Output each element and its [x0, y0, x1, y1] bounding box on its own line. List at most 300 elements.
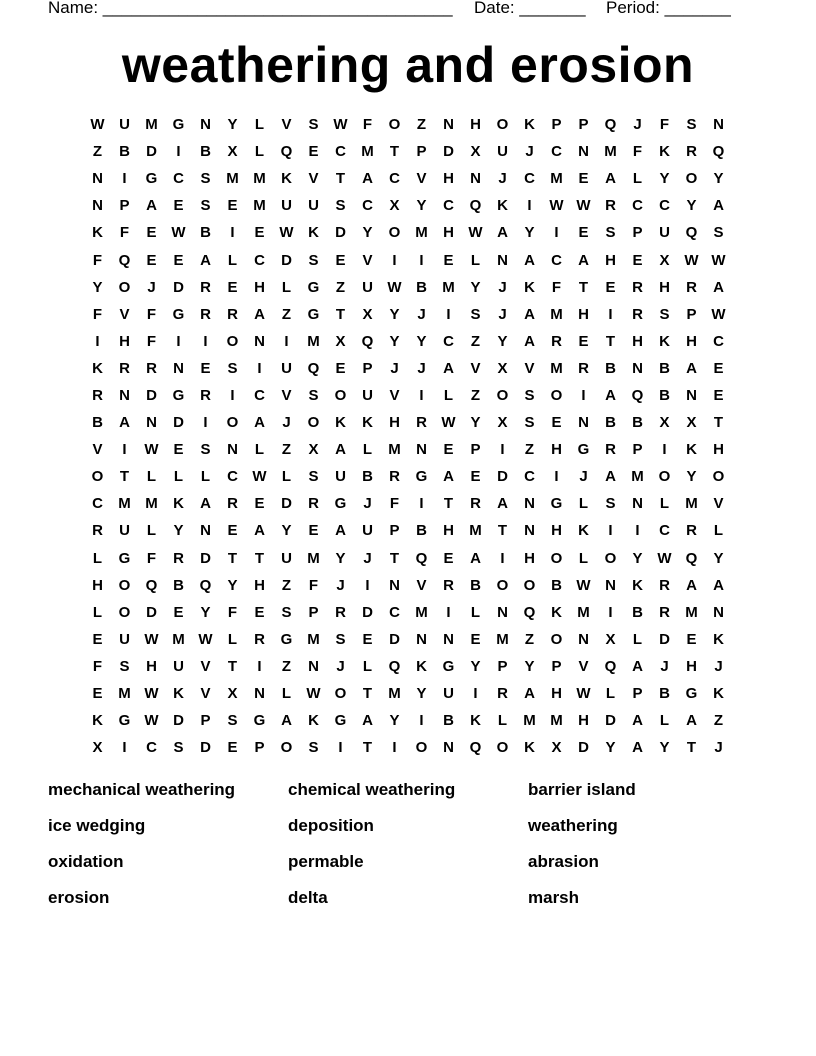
grid-letter[interactable]: M — [253, 197, 266, 215]
grid-letter[interactable]: A — [362, 170, 373, 188]
grid-letter[interactable]: L — [254, 441, 265, 459]
grid-letter[interactable]: Y — [281, 522, 292, 540]
grid-letter[interactable]: A — [281, 712, 292, 730]
grid-letter[interactable]: N — [443, 739, 454, 757]
grid-letter[interactable]: Y — [416, 685, 427, 703]
grid-letter[interactable]: A — [524, 251, 535, 269]
grid-letter[interactable]: V — [389, 386, 400, 404]
grid-letter[interactable]: K — [659, 332, 670, 350]
grid-letter[interactable]: E — [227, 522, 238, 540]
grid-letter[interactable]: Z — [281, 576, 292, 594]
grid-letter[interactable]: G — [172, 386, 185, 404]
grid-letter[interactable]: N — [632, 495, 643, 513]
grid-letter[interactable]: E — [362, 630, 373, 648]
grid-letter[interactable]: N — [173, 359, 184, 377]
grid-letter[interactable]: R — [686, 278, 697, 296]
grid-letter[interactable]: L — [227, 251, 238, 269]
grid-letter[interactable]: P — [632, 685, 643, 703]
grid-letter[interactable]: Y — [389, 305, 400, 323]
grid-letter[interactable]: G — [577, 441, 590, 459]
grid-letter[interactable]: Y — [659, 739, 670, 757]
grid-letter[interactable]: I — [419, 712, 424, 730]
grid-letter[interactable]: I — [608, 305, 613, 323]
grid-letter[interactable]: T — [389, 143, 400, 161]
grid-letter[interactable]: Z — [524, 630, 535, 648]
grid-letter[interactable]: H — [146, 657, 157, 675]
grid-letter[interactable]: A — [605, 468, 616, 486]
grid-letter[interactable]: T — [335, 305, 346, 323]
grid-letter[interactable]: S — [659, 305, 670, 323]
grid-letter[interactable]: W — [711, 305, 726, 323]
grid-letter[interactable]: B — [632, 603, 643, 621]
grid-letter[interactable]: S — [524, 414, 535, 432]
grid-letter[interactable]: I — [581, 386, 586, 404]
grid-letter[interactable]: R — [200, 278, 211, 296]
grid-letter[interactable]: J — [390, 359, 399, 377]
grid-letter[interactable]: H — [443, 224, 454, 242]
grid-letter[interactable]: I — [635, 522, 640, 540]
grid-letter[interactable]: P — [200, 712, 211, 730]
grid-letter[interactable]: I — [365, 576, 370, 594]
grid-letter[interactable]: Y — [227, 116, 238, 134]
grid-letter[interactable]: A — [686, 359, 697, 377]
grid-letter[interactable]: C — [443, 197, 454, 215]
grid-letter[interactable]: W — [252, 468, 267, 486]
grid-letter[interactable]: U — [362, 278, 373, 296]
grid-letter[interactable]: A — [578, 251, 589, 269]
grid-letter[interactable]: P — [254, 739, 265, 757]
grid-letter[interactable]: Z — [92, 143, 103, 161]
grid-letter[interactable]: V — [200, 685, 211, 703]
name-field[interactable]: Name: _____________________________________ — [48, 0, 453, 17]
grid-letter[interactable]: C — [659, 522, 670, 540]
grid-letter[interactable]: M — [631, 468, 644, 486]
grid-letter[interactable]: T — [227, 549, 238, 567]
grid-letter[interactable]: V — [281, 116, 292, 134]
grid-letter[interactable]: A — [497, 495, 508, 513]
grid-letter[interactable]: E — [173, 441, 184, 459]
grid-letter[interactable]: U — [281, 197, 292, 215]
grid-letter[interactable]: K — [497, 197, 508, 215]
grid-letter[interactable]: R — [632, 305, 643, 323]
grid-letter[interactable]: I — [608, 522, 613, 540]
grid-letter[interactable]: A — [470, 549, 481, 567]
grid-letter[interactable]: T — [362, 739, 373, 757]
grid-letter[interactable]: Y — [470, 278, 481, 296]
grid-letter[interactable]: A — [524, 332, 535, 350]
grid-letter[interactable]: W — [549, 197, 564, 215]
grid-letter[interactable]: F — [146, 332, 157, 350]
grid-letter[interactable]: S — [335, 630, 346, 648]
grid-letter[interactable]: Y — [686, 197, 697, 215]
grid-letter[interactable]: O — [226, 332, 239, 350]
grid-letter[interactable]: G — [118, 549, 131, 567]
grid-letter[interactable]: C — [227, 468, 238, 486]
grid-letter[interactable]: I — [338, 739, 343, 757]
grid-letter[interactable]: Q — [631, 386, 644, 404]
grid-letter[interactable]: V — [362, 251, 373, 269]
grid-letter[interactable]: N — [416, 441, 427, 459]
date-field[interactable]: Date: _______ — [474, 0, 586, 17]
grid-letter[interactable]: V — [416, 576, 427, 594]
grid-letter[interactable]: P — [416, 143, 427, 161]
grid-letter[interactable]: L — [92, 603, 103, 621]
grid-letter[interactable]: S — [200, 197, 211, 215]
grid-letter[interactable]: K — [524, 739, 535, 757]
grid-letter[interactable]: Z — [470, 332, 481, 350]
grid-letter[interactable]: H — [605, 251, 616, 269]
grid-letter[interactable]: J — [525, 143, 534, 161]
grid-letter[interactable]: C — [254, 386, 265, 404]
grid-letter[interactable]: B — [605, 359, 616, 377]
grid-letter[interactable]: Y — [605, 739, 616, 757]
grid-letter[interactable]: J — [498, 170, 507, 188]
grid-letter[interactable]: J — [579, 468, 588, 486]
grid-letter[interactable]: C — [524, 468, 535, 486]
grid-letter[interactable]: E — [146, 224, 157, 242]
grid-letter[interactable]: N — [443, 116, 454, 134]
grid-letter[interactable]: X — [335, 332, 346, 350]
grid-letter[interactable]: J — [147, 278, 156, 296]
grid-letter[interactable]: I — [257, 657, 262, 675]
grid-letter[interactable]: O — [334, 685, 347, 703]
grid-letter[interactable]: O — [496, 739, 509, 757]
grid-letter[interactable]: T — [119, 468, 130, 486]
grid-letter[interactable]: N — [524, 495, 535, 513]
grid-letter[interactable]: J — [363, 549, 372, 567]
grid-letter[interactable]: O — [118, 603, 131, 621]
grid-letter[interactable]: Y — [524, 657, 535, 675]
grid-letter[interactable]: L — [632, 170, 643, 188]
grid-letter[interactable]: F — [92, 657, 103, 675]
grid-letter[interactable]: Y — [335, 549, 346, 567]
grid-letter[interactable]: L — [281, 468, 292, 486]
grid-letter[interactable]: A — [254, 522, 265, 540]
grid-letter[interactable]: J — [714, 657, 723, 675]
grid-letter[interactable]: L — [146, 468, 157, 486]
grid-letter[interactable]: G — [172, 305, 185, 323]
grid-letter[interactable]: G — [415, 468, 428, 486]
grid-letter[interactable]: R — [227, 495, 238, 513]
grid-letter[interactable]: A — [713, 576, 724, 594]
grid-letter[interactable]: Z — [281, 305, 292, 323]
grid-letter[interactable]: E — [632, 251, 643, 269]
grid-letter[interactable]: K — [551, 603, 562, 621]
grid-letter[interactable]: B — [551, 576, 562, 594]
grid-letter[interactable]: M — [442, 278, 455, 296]
grid-letter[interactable]: J — [660, 657, 669, 675]
grid-letter[interactable]: A — [632, 657, 643, 675]
grid-letter[interactable]: T — [362, 685, 373, 703]
grid-letter[interactable]: U — [497, 143, 508, 161]
grid-letter[interactable]: N — [578, 414, 589, 432]
grid-letter[interactable]: W — [468, 224, 483, 242]
grid-letter[interactable]: D — [335, 224, 346, 242]
grid-letter[interactable]: I — [500, 441, 505, 459]
grid-letter[interactable]: L — [605, 685, 616, 703]
grid-letter[interactable]: A — [632, 712, 643, 730]
grid-letter[interactable]: K — [470, 712, 481, 730]
grid-letter[interactable]: S — [227, 712, 238, 730]
grid-letter[interactable]: N — [632, 359, 643, 377]
grid-letter[interactable]: C — [173, 170, 184, 188]
grid-letter[interactable]: R — [497, 685, 508, 703]
grid-letter[interactable]: C — [443, 332, 454, 350]
grid-letter[interactable]: M — [415, 603, 428, 621]
grid-letter[interactable]: L — [578, 549, 589, 567]
grid-letter[interactable]: E — [335, 251, 346, 269]
grid-letter[interactable]: Z — [281, 657, 292, 675]
grid-letter[interactable]: O — [388, 224, 401, 242]
grid-letter[interactable]: W — [279, 224, 294, 242]
grid-letter[interactable]: G — [334, 712, 347, 730]
grid-letter[interactable]: W — [306, 685, 321, 703]
grid-letter[interactable]: H — [443, 170, 454, 188]
grid-letter[interactable]: H — [524, 549, 535, 567]
grid-letter[interactable]: P — [389, 522, 400, 540]
grid-letter[interactable]: M — [496, 630, 509, 648]
grid-letter[interactable]: K — [524, 116, 535, 134]
grid-letter[interactable]: O — [712, 468, 725, 486]
grid-letter[interactable]: O — [550, 386, 563, 404]
grid-letter[interactable]: F — [389, 495, 400, 513]
grid-letter[interactable]: N — [713, 603, 724, 621]
grid-letter[interactable]: D — [281, 251, 292, 269]
grid-letter[interactable]: G — [307, 278, 320, 296]
grid-letter[interactable]: B — [173, 576, 184, 594]
grid-letter[interactable]: P — [632, 224, 643, 242]
grid-letter[interactable]: E — [605, 278, 616, 296]
grid-letter[interactable]: K — [416, 657, 427, 675]
grid-letter[interactable]: R — [173, 549, 184, 567]
grid-letter[interactable]: J — [363, 495, 372, 513]
grid-letter[interactable]: Y — [362, 224, 373, 242]
grid-letter[interactable]: R — [686, 143, 697, 161]
grid-letter[interactable]: H — [713, 441, 724, 459]
grid-letter[interactable]: Q — [118, 251, 131, 269]
grid-letter[interactable]: G — [253, 712, 266, 730]
grid-letter[interactable]: O — [496, 576, 509, 594]
grid-letter[interactable]: H — [578, 712, 589, 730]
grid-letter[interactable]: S — [308, 468, 319, 486]
grid-letter[interactable]: S — [308, 739, 319, 757]
grid-letter[interactable]: H — [254, 576, 265, 594]
grid-letter[interactable]: R — [443, 576, 454, 594]
grid-letter[interactable]: B — [92, 414, 103, 432]
grid-letter[interactable]: R — [470, 495, 481, 513]
grid-letter[interactable]: D — [146, 143, 157, 161]
grid-letter[interactable]: Q — [604, 657, 617, 675]
grid-letter[interactable]: D — [389, 630, 400, 648]
grid-letter[interactable]: L — [92, 549, 103, 567]
grid-letter[interactable]: T — [605, 332, 616, 350]
grid-letter[interactable]: Q — [604, 116, 617, 134]
grid-letter[interactable]: R — [227, 305, 238, 323]
grid-letter[interactable]: P — [308, 603, 319, 621]
grid-letter[interactable]: V — [308, 170, 319, 188]
grid-letter[interactable]: Z — [335, 278, 346, 296]
grid-letter[interactable]: N — [389, 576, 400, 594]
grid-letter[interactable]: L — [362, 441, 373, 459]
grid-letter[interactable]: X — [227, 143, 238, 161]
grid-letter[interactable]: D — [659, 630, 670, 648]
grid-letter[interactable]: W — [441, 414, 456, 432]
grid-letter[interactable]: L — [713, 522, 724, 540]
grid-letter[interactable]: R — [335, 603, 346, 621]
grid-letter[interactable]: D — [146, 386, 157, 404]
grid-letter[interactable]: R — [389, 468, 400, 486]
grid-letter[interactable]: B — [416, 278, 427, 296]
grid-letter[interactable]: I — [95, 332, 100, 350]
grid-letter[interactable]: M — [550, 305, 563, 323]
grid-letter[interactable]: H — [551, 441, 562, 459]
grid-letter[interactable]: F — [92, 305, 103, 323]
grid-letter[interactable]: D — [200, 549, 211, 567]
grid-letter[interactable]: N — [605, 576, 616, 594]
grid-letter[interactable]: I — [176, 143, 181, 161]
grid-letter[interactable]: L — [173, 468, 184, 486]
grid-letter[interactable]: Y — [416, 332, 427, 350]
grid-letter[interactable]: I — [500, 549, 505, 567]
grid-letter[interactable]: R — [578, 359, 589, 377]
grid-letter[interactable]: F — [632, 143, 643, 161]
grid-letter[interactable]: A — [713, 197, 724, 215]
grid-letter[interactable]: P — [632, 441, 643, 459]
grid-letter[interactable]: Q — [145, 576, 158, 594]
grid-letter[interactable]: U — [362, 522, 373, 540]
grid-letter[interactable]: I — [662, 441, 667, 459]
grid-letter[interactable]: Q — [523, 603, 536, 621]
grid-letter[interactable]: U — [335, 468, 346, 486]
grid-letter[interactable]: S — [200, 441, 211, 459]
grid-letter[interactable]: R — [254, 630, 265, 648]
grid-letter[interactable]: I — [419, 495, 424, 513]
grid-letter[interactable]: L — [200, 468, 211, 486]
grid-letter[interactable]: P — [362, 359, 373, 377]
grid-letter[interactable]: M — [307, 549, 320, 567]
grid-letter[interactable]: E — [227, 197, 238, 215]
grid-letter[interactable]: F — [92, 251, 103, 269]
grid-letter[interactable]: Y — [227, 576, 238, 594]
grid-letter[interactable]: I — [203, 332, 208, 350]
grid-letter[interactable]: S — [308, 116, 319, 134]
grid-letter[interactable]: O — [685, 170, 698, 188]
grid-letter[interactable]: G — [334, 495, 347, 513]
grid-letter[interactable]: I — [608, 603, 613, 621]
grid-letter[interactable]: E — [551, 414, 562, 432]
grid-letter[interactable]: Y — [173, 522, 184, 540]
grid-letter[interactable]: D — [173, 414, 184, 432]
grid-letter[interactable]: S — [200, 170, 211, 188]
grid-letter[interactable]: P — [551, 116, 562, 134]
grid-letter[interactable]: X — [686, 414, 697, 432]
grid-letter[interactable]: O — [388, 116, 401, 134]
grid-letter[interactable]: C — [713, 332, 724, 350]
grid-letter[interactable]: W — [90, 116, 105, 134]
grid-letter[interactable]: H — [470, 116, 481, 134]
grid-letter[interactable]: I — [473, 685, 478, 703]
grid-letter[interactable]: L — [254, 116, 265, 134]
grid-letter[interactable]: L — [659, 712, 670, 730]
grid-letter[interactable]: I — [176, 332, 181, 350]
grid-letter[interactable]: E — [227, 278, 238, 296]
grid-letter[interactable]: K — [173, 495, 184, 513]
grid-letter[interactable]: Q — [307, 359, 320, 377]
grid-letter[interactable]: M — [388, 441, 401, 459]
grid-letter[interactable]: D — [578, 739, 589, 757]
grid-letter[interactable]: J — [417, 305, 426, 323]
grid-letter[interactable]: U — [362, 386, 373, 404]
grid-letter[interactable]: M — [388, 685, 401, 703]
grid-letter[interactable]: M — [469, 522, 482, 540]
grid-letter[interactable]: S — [686, 116, 697, 134]
grid-letter[interactable]: N — [200, 522, 211, 540]
grid-letter[interactable]: A — [335, 441, 346, 459]
grid-letter[interactable]: N — [713, 116, 724, 134]
grid-letter[interactable]: E — [92, 685, 103, 703]
grid-letter[interactable]: I — [554, 224, 559, 242]
grid-letter[interactable]: C — [551, 143, 562, 161]
grid-letter[interactable]: O — [604, 549, 617, 567]
grid-letter[interactable]: A — [605, 170, 616, 188]
grid-letter[interactable]: Y — [632, 549, 643, 567]
grid-letter[interactable]: I — [446, 603, 451, 621]
grid-letter[interactable]: A — [497, 224, 508, 242]
grid-letter[interactable]: W — [333, 116, 348, 134]
grid-letter[interactable]: V — [119, 305, 130, 323]
grid-letter[interactable]: O — [307, 414, 320, 432]
grid-letter[interactable]: D — [146, 603, 157, 621]
grid-letter[interactable]: R — [632, 278, 643, 296]
grid-letter[interactable]: K — [659, 143, 670, 161]
grid-letter[interactable]: N — [254, 685, 265, 703]
grid-letter[interactable]: L — [146, 522, 157, 540]
grid-letter[interactable]: B — [200, 224, 211, 242]
grid-letter[interactable]: H — [686, 332, 697, 350]
grid-letter[interactable]: B — [443, 712, 454, 730]
grid-letter[interactable]: E — [578, 332, 589, 350]
grid-letter[interactable]: K — [173, 685, 184, 703]
grid-letter[interactable]: H — [389, 414, 400, 432]
grid-letter[interactable]: U — [281, 549, 292, 567]
grid-letter[interactable]: Y — [389, 712, 400, 730]
grid-letter[interactable]: X — [92, 739, 103, 757]
grid-letter[interactable]: W — [144, 630, 159, 648]
grid-letter[interactable]: L — [362, 657, 373, 675]
grid-letter[interactable]: U — [308, 197, 319, 215]
grid-letter[interactable]: M — [550, 712, 563, 730]
grid-letter[interactable]: S — [470, 305, 481, 323]
grid-letter[interactable]: A — [713, 278, 724, 296]
grid-letter[interactable]: E — [254, 224, 265, 242]
grid-letter[interactable]: M — [685, 603, 698, 621]
grid-letter[interactable]: N — [254, 332, 265, 350]
grid-letter[interactable]: Q — [415, 549, 428, 567]
grid-letter[interactable]: Q — [712, 143, 725, 161]
grid-letter[interactable]: G — [442, 657, 455, 675]
grid-letter[interactable]: A — [200, 251, 211, 269]
grid-letter[interactable]: E — [173, 197, 184, 215]
grid-letter[interactable]: N — [92, 197, 103, 215]
grid-letter[interactable]: A — [443, 359, 454, 377]
grid-letter[interactable]: F — [146, 305, 157, 323]
grid-letter[interactable]: M — [145, 495, 158, 513]
grid-letter[interactable]: R — [605, 197, 616, 215]
grid-letter[interactable]: E — [578, 170, 589, 188]
grid-letter[interactable]: I — [122, 170, 127, 188]
grid-letter[interactable]: K — [308, 712, 319, 730]
grid-letter[interactable]: A — [686, 576, 697, 594]
